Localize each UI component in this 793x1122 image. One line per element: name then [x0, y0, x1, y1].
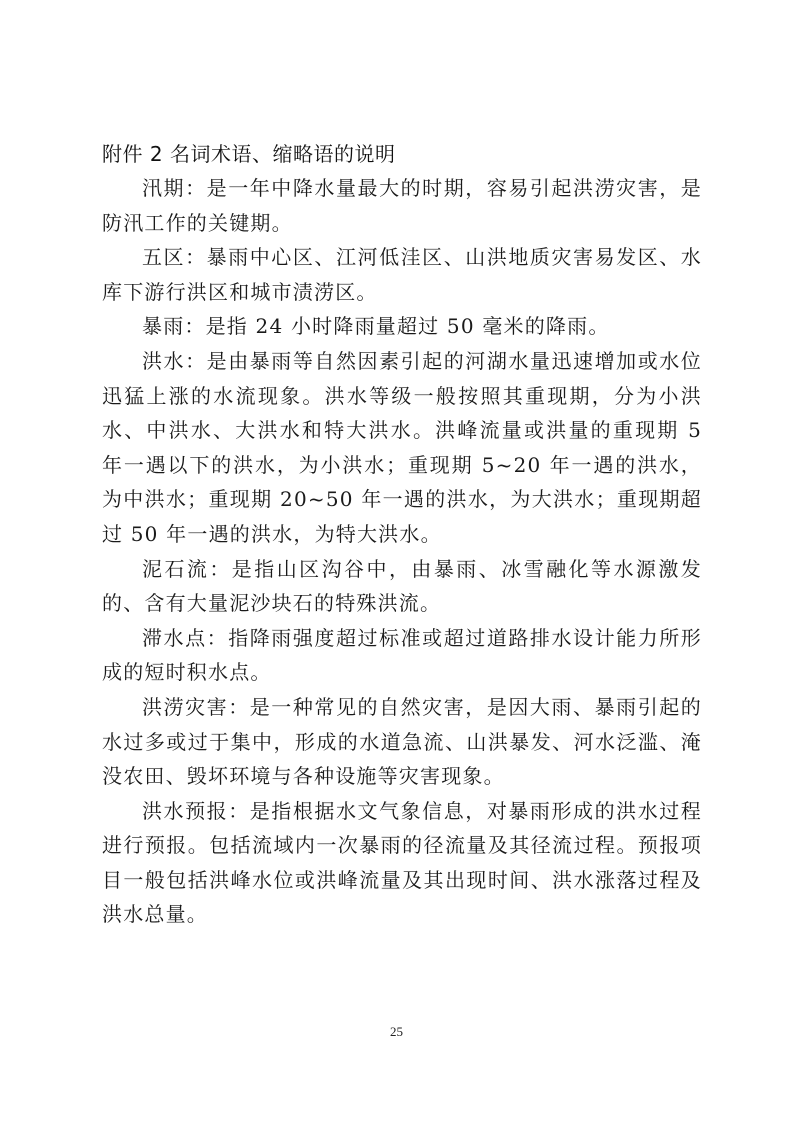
paragraph-five-zones: 五区：暴雨中心区、江河低洼区、山洪地质灾害易发区、水库下游行洪区和城市渍涝区。	[102, 245, 702, 304]
paragraph-flood-season: 汛期：是一年中降水量最大的时期，容易引起洪涝灾害，是防汛工作的关键期。	[102, 176, 702, 235]
paragraph-waterlogging-point: 滞水点：指降雨强度超过标准或超过道路排水设计能力所形成的短时积水点。	[102, 625, 702, 685]
page-number: 25	[390, 1024, 403, 1039]
paragraph-debris-flow: 泥石流：是指山区沟谷中，由暴雨、冰雪融化等水源激发的、含有大量泥沙块石的特殊洪流。	[102, 556, 702, 616]
appendix-heading: 附件 2 名词术语、缩略语的说明	[102, 142, 396, 166]
page-body	[102, 137, 702, 932]
paragraph-flood-disaster: 洪涝灾害：是一种常见的自然灾害，是因大雨、暴雨引起的水过多或过于集中，形成的水道急流、山洪暴发、河水泛滥、淹没农田、毁坏环境与各种设施等灾害现象。	[102, 694, 702, 789]
paragraph-flood-forecast: 洪水预报：是指根据水文气象信息，对暴雨形成的洪水过程进行预报。包括流域内一次暴雨的径流量及其径流过程。预报项目一般包括洪峰水位或洪峰流量及其出现时间、洪水涨落过程及洪水总量。	[102, 798, 702, 927]
paragraph-flood: 洪水：是由暴雨等自然因素引起的河湖水量迅速增加或水位迅猛上涨的水流现象。洪水等级一般按照其重现期，分为小洪水、中洪水、大洪水和特大洪水。洪峰流量或洪量的重现期 5 年一遇以下的洪水，为小洪水；重现期 5~20 年一遇的洪水，为中洪水；重现期 20~50 年一遇的洪水，为大洪水；重现期超过 50 年一遇的洪水，为特大洪水。	[102, 348, 702, 546]
paragraph-rainstorm: 暴雨：是指 24 小时降雨量超过 50 毫米的降雨。	[142, 314, 610, 339]
